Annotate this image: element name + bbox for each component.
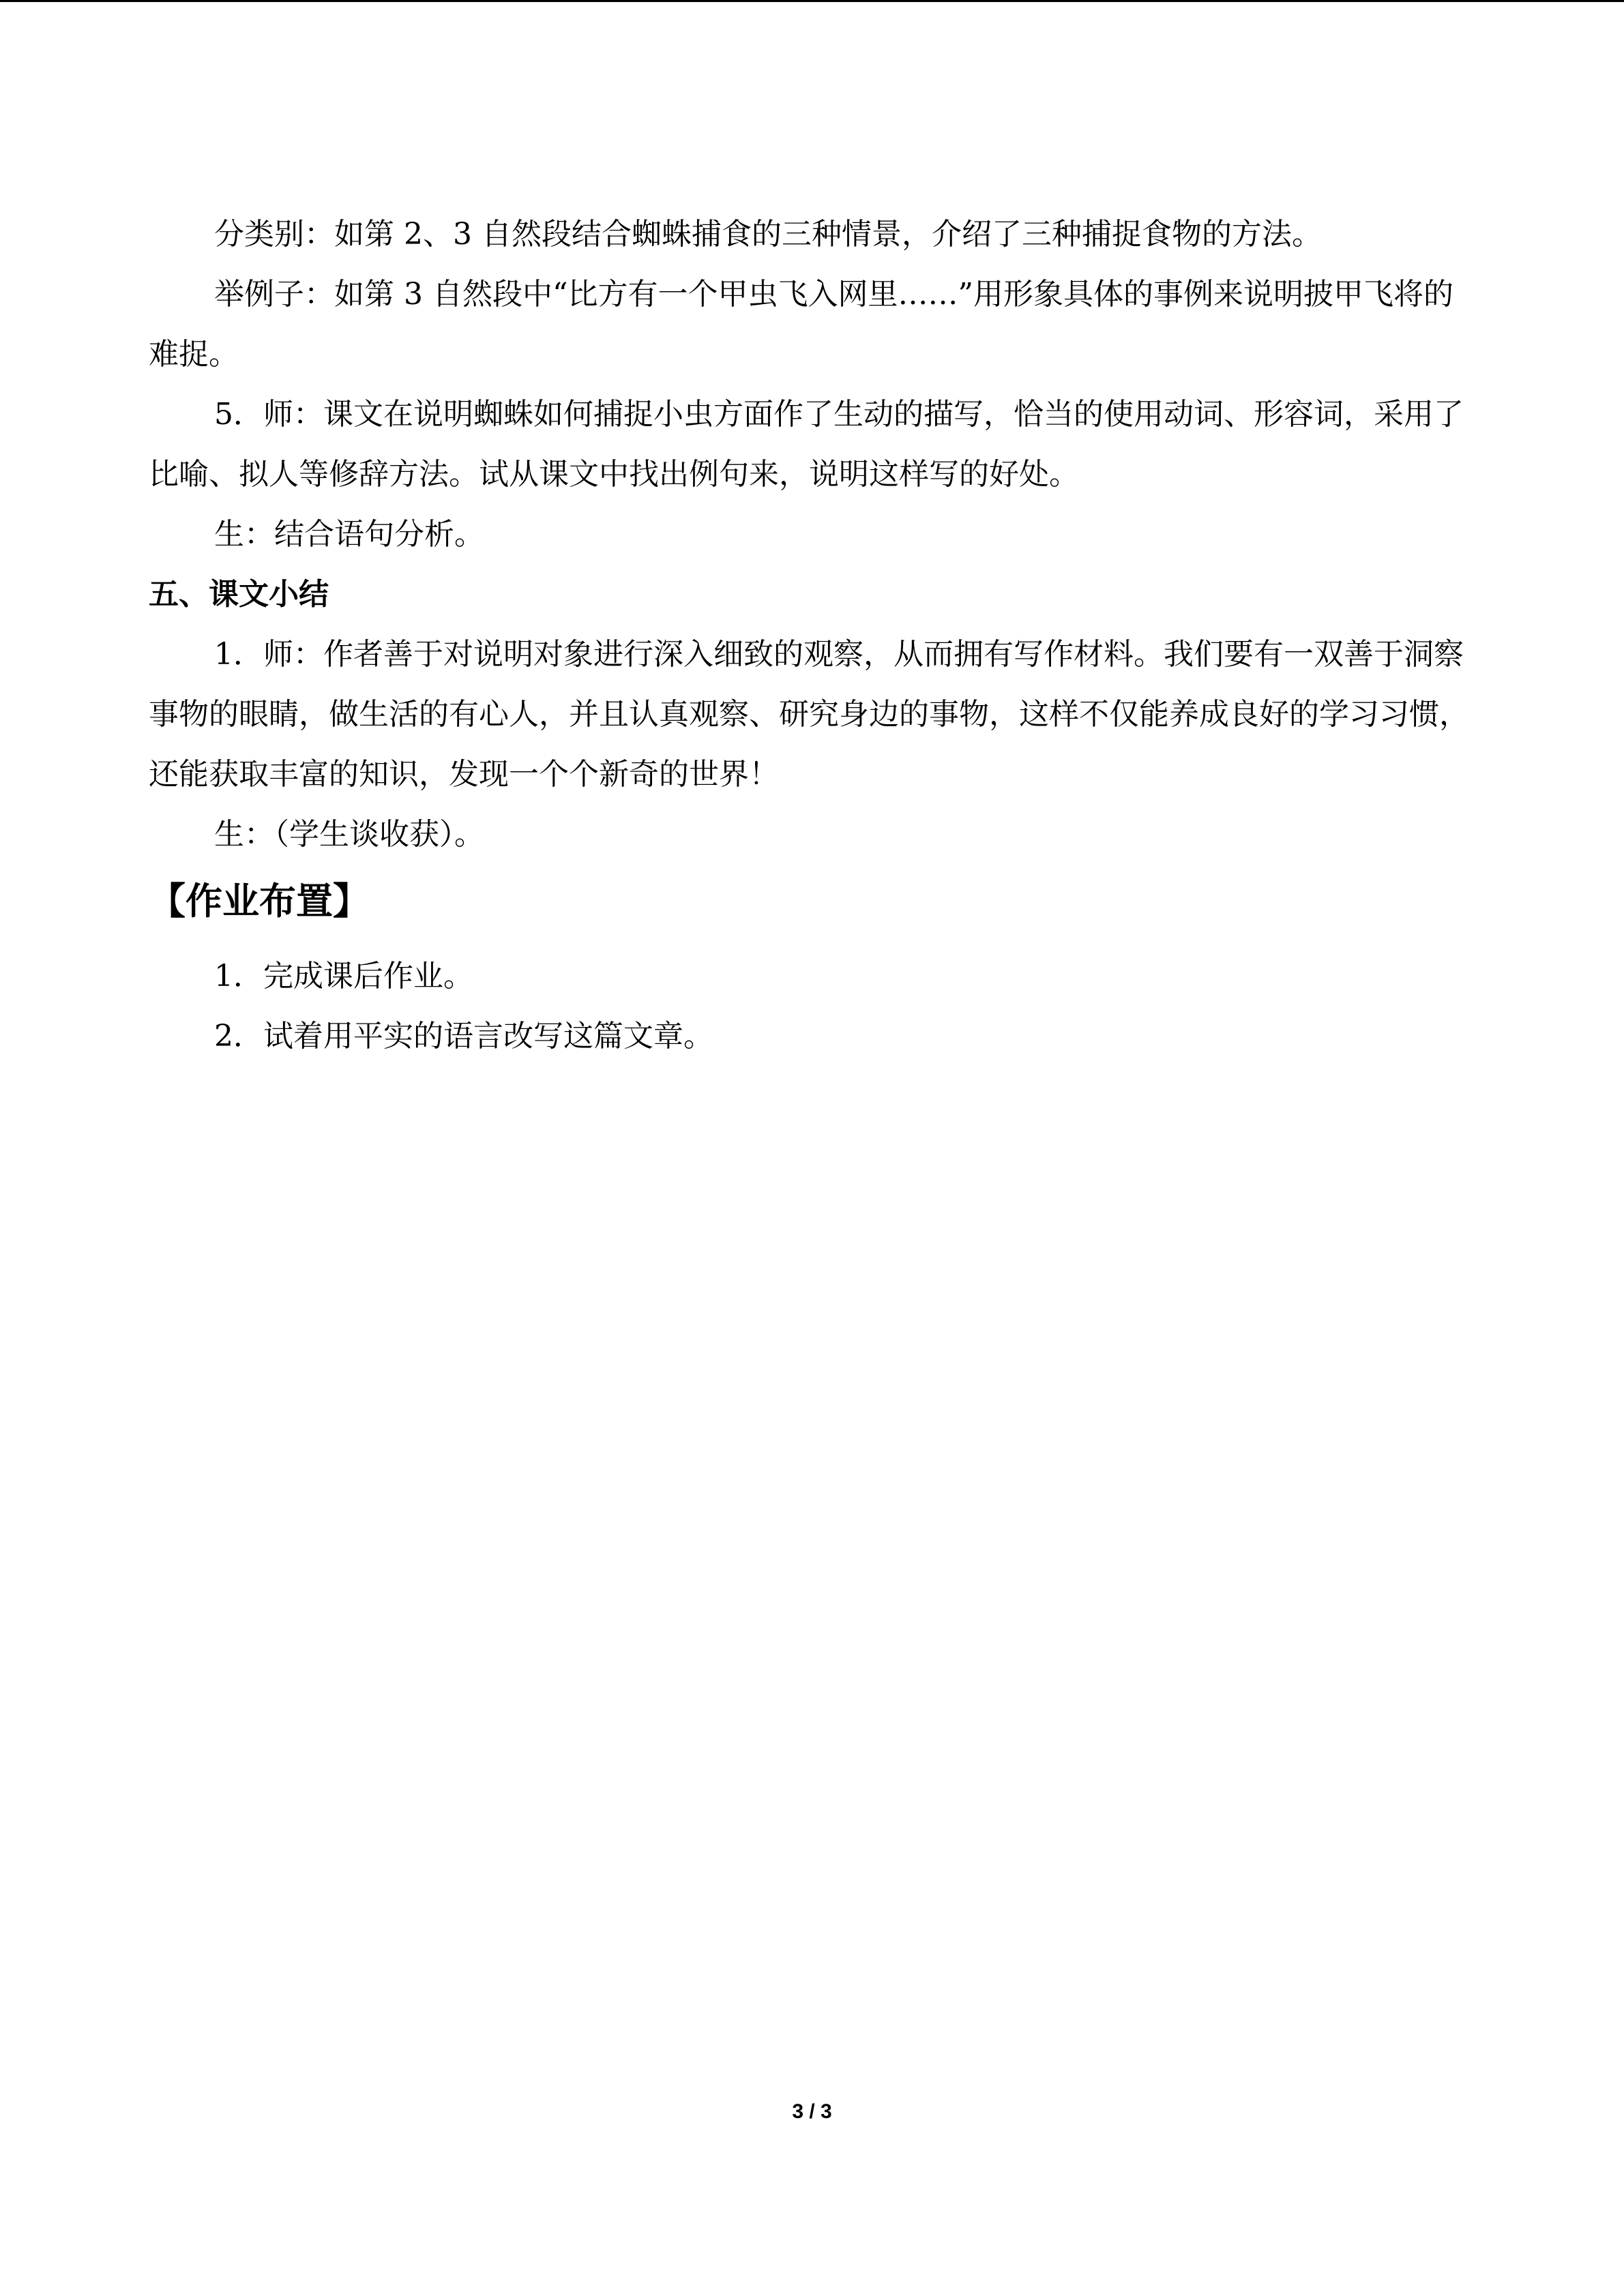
homework-item: 1．完成课后作业。 — [214, 959, 473, 994]
paragraph-example: 举例子：如第 3 自然段中“比方有一个甲虫飞入网里……”用形象具体的事例来说明披甲飞将的难捉。 — [149, 277, 1453, 372]
paragraph-summary-student: 生：（学生谈收获）。 — [214, 817, 484, 852]
paragraph-summary-teacher: 1．师：作者善于对说明对象进行深入细致的观察，从而拥有写作材料。我们要有一双善于洞察事物的眼睛，做生活的有心人，并且认真观察、研究身边的事物，这样不仅能养成良好的学习习惯，还能获取丰富的知识，发现一个个新奇的世界！ — [149, 637, 1469, 792]
document-body — [149, 205, 1480, 1067]
top-border-line — [0, 0, 1624, 2]
homework-heading: 【作业布置】 — [149, 880, 370, 923]
paragraph-student-answer: 生：结合语句分析。 — [214, 517, 484, 552]
homework-item: 2．试着用平实的语言改写这篇文章。 — [214, 1019, 713, 1054]
paragraph-classification: 分类别：如第 2、3 自然段结合蜘蛛捕食的三种情景，介绍了三种捕捉食物的方法。 — [214, 217, 1322, 252]
paragraph-teacher-question: 5．师：课文在说明蜘蛛如何捕捉小虫方面作了生动的描写，恰当的使用动词、形容词，采用了比喻、拟人等修辞方法。试从课文中找出例句来，说明这样写的好处。 — [149, 397, 1464, 492]
section-heading-summary: 五、课文小结 — [149, 577, 329, 612]
page-number: 3 / 3 — [792, 2100, 832, 2123]
